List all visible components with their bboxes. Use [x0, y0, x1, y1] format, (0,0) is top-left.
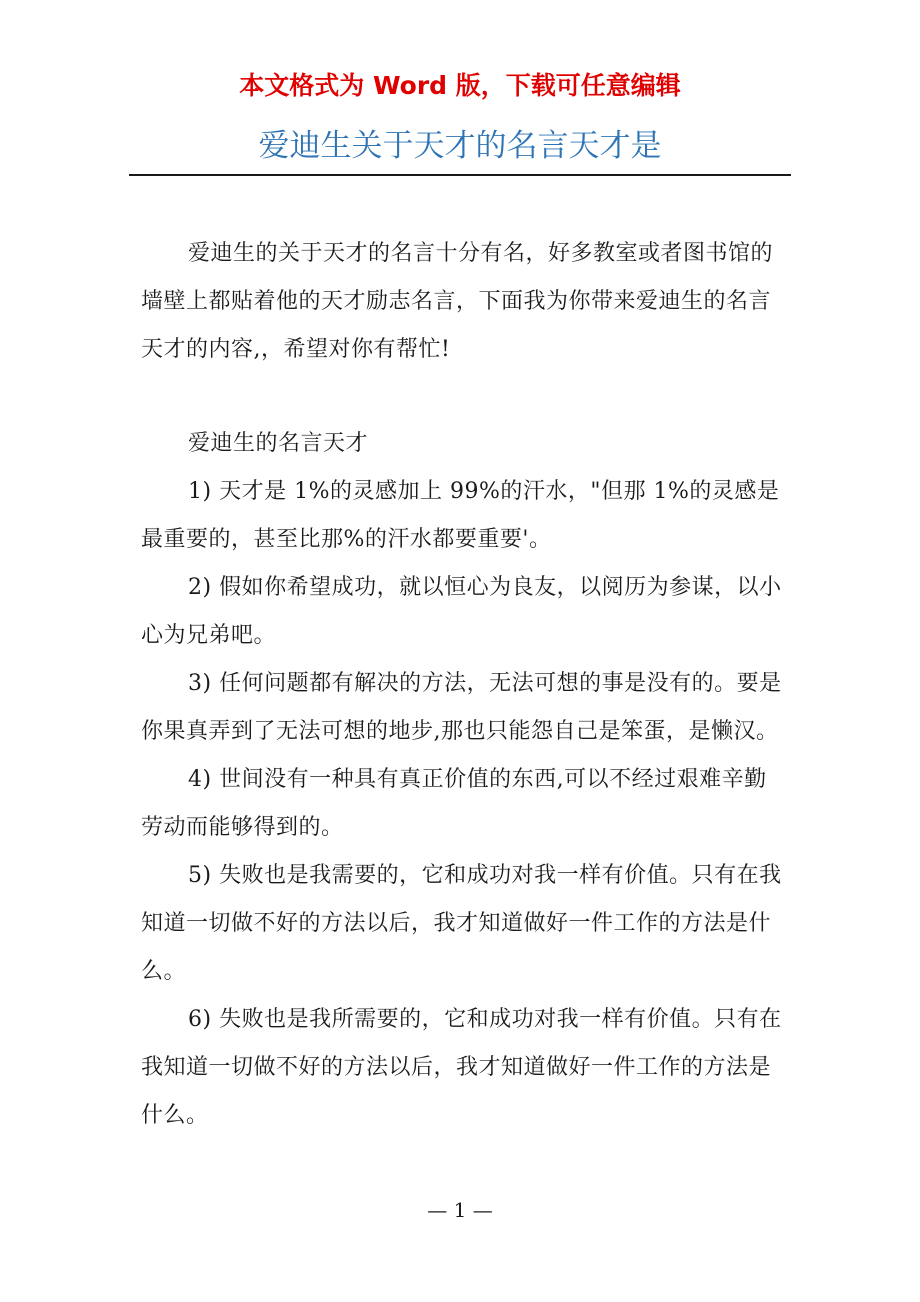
section-heading: 爱迪生的名言天才 [188, 431, 369, 456]
quote-item-5: 5) 失败也是我需要的，它和成功对我一样有价值。只有在我知道一切做不好的方法以后，我才知道做好一件工作的方法是什么。 [141, 863, 782, 984]
document-title: 爱迪生关于天才的名言天才是 [258, 128, 662, 164]
quotes-section [141, 420, 786, 1140]
quote-item-1: 1) 天才是 1%的灵感加上 99%的汗水，"但那 1%的灵感是最重要的，甚至比那%的汗水都要重要'。 [141, 479, 780, 552]
page-number: — 1 — [427, 1198, 493, 1222]
format-notice-banner: 本文格式为 Word 版，下载可任意编辑 [239, 71, 681, 100]
quote-item-4: 4) 世间没有一种具有真正价值的东西,可以不经过艰难辛勤劳动而能够得到的。 [141, 767, 767, 840]
intro-section [141, 230, 786, 374]
intro-paragraph: 爱迪生的关于天才的名言十分有名，好多教室或者图书馆的墙壁上都贴着他的天才励志名言，下面我为你带来爱迪生的名言天才的内容,，希望对你有帮忙! [141, 241, 774, 362]
quote-item-3: 3) 任何问题都有解决的方法，无法可想的事是没有的。要是你果真弄到了无法可想的地步,那也只能怨自己是笨蛋，是懒汉。 [141, 671, 782, 744]
quote-item-6: 6) 失败也是我所需要的，它和成功对我一样有价值。只有在我知道一切做不好的方法以后，我才知道做好一件工作的方法是什么。 [141, 1007, 782, 1128]
quote-item-2: 2) 假如你希望成功，就以恒心为良友，以阅历为参谋，以小心为兄弟吧。 [141, 575, 782, 648]
title-divider [129, 174, 791, 176]
